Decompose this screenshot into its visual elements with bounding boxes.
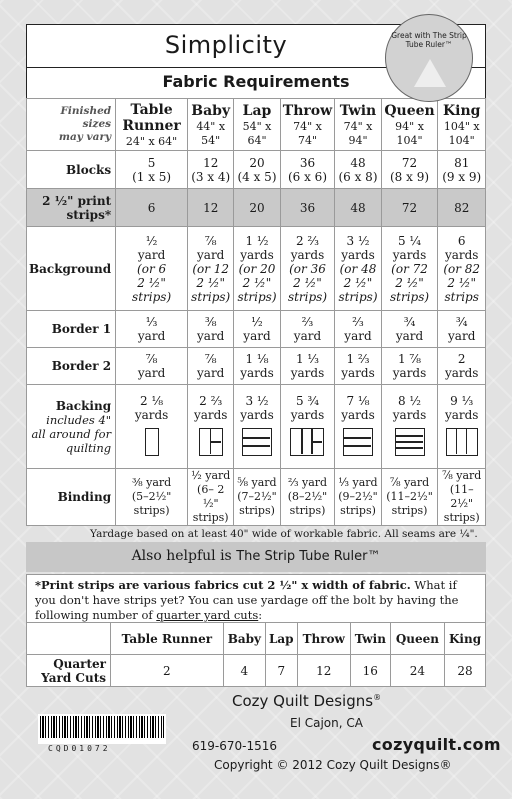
binding-cell: [280, 469, 335, 526]
b2-amount: 1 ⅞: [397, 352, 422, 366]
blocks-cell: [280, 151, 335, 189]
helpful-prefix: Also helpful is: [131, 548, 232, 564]
b2-unit: yards: [240, 366, 274, 380]
backing-seam-diagram-icon: [290, 428, 324, 456]
bg-unit: yards: [290, 247, 325, 262]
quarter-corner: [27, 623, 111, 655]
bg-alt: strips): [287, 289, 328, 304]
b1-amount: ¾: [455, 315, 468, 329]
bg-alt: strips): [191, 289, 231, 304]
quarter-col-header: Table Runner: [111, 623, 224, 655]
company-phone: 619-670-1516: [192, 739, 278, 753]
border2-cell: [188, 348, 234, 385]
quarter-row-label: Quarter Yard Cuts: [27, 655, 111, 687]
binding-tail: strips): [192, 511, 229, 524]
company-city: El Cajon, CA: [290, 716, 363, 730]
col-size: 74" x 74": [293, 119, 322, 147]
quarter-col-header: King: [445, 623, 486, 655]
bg-unit: yards: [444, 247, 479, 262]
bg-amount: ½: [145, 233, 158, 248]
border1-cell: [116, 311, 188, 348]
strips-cell: 72: [381, 189, 438, 227]
col-size: 44" x 54": [196, 119, 226, 147]
binding-amount: ⅓ yard: [338, 476, 378, 489]
company-website: cozyquilt.com: [372, 735, 501, 754]
size-note-cell: [27, 99, 116, 151]
border2-cell: [438, 348, 486, 385]
col-header: [280, 99, 335, 151]
backing-note: includes 4" all around for quilting: [31, 412, 112, 455]
copyright: Copyright © 2012 Cozy Quilt Designs®: [214, 758, 452, 772]
quarter-value: 28: [445, 655, 486, 687]
b1-unit: yard: [395, 329, 424, 343]
col-header: [335, 99, 381, 151]
backing-amount: 8 ½: [397, 394, 422, 408]
bg-amount: 6: [457, 233, 466, 248]
b2-amount: ⅞: [145, 352, 158, 366]
quarter-intro-bold: *Print strips are various fabrics cut 2 ½" x width of fabric.: [35, 578, 411, 592]
backing-amount: 2 ⅛: [140, 394, 164, 408]
barcode: [38, 714, 166, 744]
blocks-row: [27, 151, 486, 189]
backing-cell: [116, 385, 188, 469]
yardage-note: Yardage based on at least 40" wide of workable fabric. All seams are ¼".: [90, 528, 478, 540]
b1-amount: ¾: [403, 315, 416, 329]
company-name: [232, 692, 381, 710]
quarter-value: 16: [350, 655, 390, 687]
binding-cell: [438, 469, 486, 526]
bg-alt: 2 ½": [242, 275, 272, 290]
strips-cell: 12: [188, 189, 234, 227]
border2-label: Border 2: [27, 348, 116, 385]
binding-label: Binding: [27, 469, 116, 526]
backing-amount: 7 ⅛: [346, 394, 370, 408]
quarter-col-header: Lap: [265, 623, 297, 655]
binding-cell: [116, 469, 188, 526]
col-header: [438, 99, 486, 151]
binding-cell: [188, 469, 234, 526]
backing-unit: yards: [444, 408, 479, 422]
background-cell: [234, 227, 280, 311]
b2-amount: 2: [457, 352, 466, 366]
col-header: [188, 99, 234, 151]
bg-amount: 1 ½: [245, 233, 269, 248]
background-label: Background: [27, 227, 116, 311]
b1-unit: yard: [344, 329, 372, 343]
backing-unit: yards: [240, 408, 274, 422]
b2-amount: 1 ⅛: [245, 352, 269, 366]
binding-amount: ⅞ yard: [442, 469, 482, 482]
backing-amount: 5 ¾: [295, 394, 320, 408]
backing-unit: yards: [134, 408, 169, 422]
backing-label: Backing: [55, 398, 112, 413]
backing-cell: [280, 385, 335, 469]
bg-alt: (or 6: [137, 261, 167, 276]
binding-strips: (8–2½": [287, 490, 328, 503]
block-count: 5: [147, 155, 156, 170]
binding-tail: strips): [391, 504, 428, 517]
col-name: Twin: [339, 102, 377, 119]
b1-unit: yard: [243, 329, 271, 343]
blocks-label: Blocks: [27, 151, 116, 189]
binding-strips: (5–2½": [131, 490, 172, 503]
bg-alt: 2 ½": [293, 275, 322, 290]
block-grid: (6 x 8): [338, 169, 378, 184]
col-size: 24" x 64": [125, 134, 178, 148]
blocks-cell: [438, 151, 486, 189]
b1-unit: yard: [197, 329, 225, 343]
quarter-value: 7: [265, 655, 297, 687]
strips-cell: 48: [335, 189, 381, 227]
backing-seam-diagram-icon: [145, 428, 159, 456]
block-count: 72: [401, 155, 418, 170]
bg-alt: strips): [338, 289, 378, 304]
badge-text: Great with The Strip Tube Ruler™: [391, 31, 467, 49]
quarter-col-header: Baby: [223, 623, 265, 655]
binding-strips: (11–2½": [449, 483, 474, 510]
border2-cell: [234, 348, 280, 385]
binding-tail: strips): [443, 511, 480, 524]
backing-unit: yards: [341, 408, 375, 422]
backing-seam-diagram-icon: [446, 428, 478, 456]
strips-row: [27, 189, 486, 227]
quarter-value: 4: [223, 655, 265, 687]
bg-alt: (or 12: [192, 261, 230, 276]
border1-cell: [188, 311, 234, 348]
binding-amount: ½ yard: [191, 469, 231, 482]
border2-row: [27, 348, 486, 385]
bg-unit: yards: [392, 247, 427, 262]
b1-amount: ½: [251, 315, 263, 329]
blocks-cell: [335, 151, 381, 189]
quarter-header-row: [27, 623, 486, 655]
block-grid: (6 x 6): [287, 169, 327, 184]
binding-strips: (11–2½": [386, 490, 433, 503]
strips-cell: 20: [234, 189, 280, 227]
quarter-col-header: Twin: [350, 623, 390, 655]
blocks-cell: [188, 151, 234, 189]
border1-row: [27, 311, 486, 348]
size-note-line2: may vary: [58, 131, 112, 143]
binding-tail: strips): [289, 504, 326, 517]
helpful-bar: [26, 542, 486, 572]
bg-alt: (or 48: [339, 261, 377, 276]
quarter-col-header: Throw: [297, 623, 350, 655]
col-size: 54" x 64": [242, 119, 272, 147]
background-cell: [438, 227, 486, 311]
quarter-intro-link: quarter yard cuts: [156, 608, 259, 622]
bg-alt: 2 ½": [137, 275, 166, 290]
page-title: Simplicity: [164, 31, 288, 59]
col-name: King: [442, 102, 481, 119]
binding-amount: ⅜ yard: [131, 476, 172, 489]
backing-cell: [234, 385, 280, 469]
quarter-intro-rest: What if you don't have strips yet? You can use yardage off the bolt by having the following number of: [35, 578, 459, 622]
block-count: 36: [299, 155, 316, 170]
col-size: 74" x 94": [343, 119, 373, 147]
background-cell: [188, 227, 234, 311]
ruler-badge: [385, 14, 473, 102]
b1-unit: yard: [293, 329, 322, 343]
block-grid: (8 x 9): [390, 169, 430, 184]
b1-amount: ⅜: [204, 315, 217, 329]
binding-strips: (9–2½": [338, 490, 378, 503]
backing-unit: yards: [392, 408, 427, 422]
block-count: 20: [249, 155, 265, 170]
blocks-cell: [381, 151, 438, 189]
size-header-row: [27, 99, 486, 151]
quarter-intro-end: :: [258, 608, 263, 622]
b1-unit: yard: [137, 329, 166, 343]
registered-mark: ®: [373, 693, 382, 702]
col-size: 104" x 104": [443, 119, 480, 147]
col-header: [116, 99, 188, 151]
quarter-col-header: Queen: [390, 623, 444, 655]
barcode-bars: [40, 716, 164, 738]
fabric-requirements-table: [26, 98, 486, 526]
bg-amount: 5 ¼: [397, 233, 422, 248]
b2-amount: 1 ⅔: [346, 352, 370, 366]
border2-cell: [280, 348, 335, 385]
section-title: Fabric Requirements: [162, 72, 350, 91]
strips-cell: 6: [116, 189, 188, 227]
background-cell: [280, 227, 335, 311]
backing-cell: [335, 385, 381, 469]
col-header: [234, 99, 280, 151]
block-grid: (3 x 4): [191, 169, 231, 184]
size-note-line1: Finished sizes: [60, 105, 112, 130]
border1-label: Border 1: [27, 311, 116, 348]
col-size: 94" x 104": [395, 119, 424, 147]
bg-unit: yards: [341, 247, 375, 262]
bg-alt: strips: [444, 289, 479, 304]
block-count: 12: [203, 155, 219, 170]
bg-unit: yard: [137, 247, 166, 262]
b1-unit: yard: [448, 329, 476, 343]
backing-cell: [381, 385, 438, 469]
quarter-value: 24: [390, 655, 444, 687]
blocks-cell: [234, 151, 280, 189]
b1-amount: ⅓: [145, 315, 158, 329]
backing-amount: 3 ½: [245, 394, 269, 408]
blocks-cell: [116, 151, 188, 189]
binding-strips: (6– 2 ½": [197, 483, 225, 510]
border2-cell: [335, 348, 381, 385]
strips-cell: 82: [438, 189, 486, 227]
bg-alt: strips): [237, 289, 277, 304]
bg-alt: (or 82: [443, 261, 481, 276]
bg-amount: 2 ⅔: [295, 233, 320, 248]
bg-alt: (or 20: [238, 261, 276, 276]
bg-alt: (or 36: [289, 261, 326, 276]
binding-tail: strips): [239, 504, 275, 517]
binding-strips: (7–2½": [237, 490, 277, 503]
backing-seam-diagram-icon: [199, 428, 223, 456]
backing-seam-diagram-icon: [242, 428, 272, 456]
block-count: 81: [454, 155, 470, 170]
col-name: Queen: [384, 102, 435, 119]
backing-seam-diagram-icon: [343, 428, 373, 456]
backing-cell: [438, 385, 486, 469]
company-name-text: Cozy Quilt Designs: [232, 692, 374, 710]
backing-row: [27, 385, 486, 469]
b2-unit: yard: [197, 366, 225, 380]
col-header: [381, 99, 438, 151]
backing-amount: 2 ⅔: [199, 394, 223, 408]
backing-unit: yards: [290, 408, 325, 422]
bg-alt: strips): [389, 289, 430, 304]
bg-alt: 2 ½": [196, 275, 225, 290]
binding-tail: strips): [340, 504, 376, 517]
block-grid: (9 x 9): [442, 169, 482, 184]
quarter-yard-table: [26, 622, 486, 687]
border1-cell: [335, 311, 381, 348]
bg-amount: ⅞: [204, 233, 217, 248]
quarter-values-row: [27, 655, 486, 687]
binding-row: [27, 469, 486, 526]
bg-alt: (or 72: [391, 261, 428, 276]
b2-unit: yards: [444, 366, 479, 380]
col-name: Baby: [191, 102, 231, 119]
backing-unit: yards: [193, 408, 228, 422]
helpful-brand: The Strip Tube Ruler™: [236, 549, 381, 564]
border1-cell: [381, 311, 438, 348]
block-grid: (1 x 5): [132, 169, 172, 184]
background-row: [27, 227, 486, 311]
bg-unit: yards: [240, 247, 274, 262]
backing-label-cell: [27, 385, 116, 469]
b2-unit: yards: [341, 366, 375, 380]
bg-alt: 2 ½": [395, 275, 424, 290]
quarter-value: 12: [297, 655, 350, 687]
background-cell: [335, 227, 381, 311]
border1-cell: [280, 311, 335, 348]
background-cell: [381, 227, 438, 311]
strips-label: 2 ½" print strips*: [27, 189, 116, 227]
b2-unit: yard: [137, 366, 166, 380]
backing-seam-diagram-icon: [395, 428, 425, 456]
strips-cell: 36: [280, 189, 335, 227]
barcode-text: CQD01072: [48, 744, 111, 753]
bg-alt: strips): [132, 289, 172, 304]
col-name: Table Runner: [122, 101, 181, 134]
binding-amount: ⅞ yard: [389, 476, 430, 489]
backing-amount: 9 ⅓: [450, 394, 474, 408]
binding-cell: [381, 469, 438, 526]
b2-unit: yards: [290, 366, 325, 380]
binding-cell: [234, 469, 280, 526]
quarter-value: 2: [111, 655, 224, 687]
bg-amount: 3 ½: [346, 233, 370, 248]
b2-unit: yards: [392, 366, 427, 380]
binding-amount: ⅝ yard: [237, 476, 277, 489]
ruler-triangle-icon: [414, 59, 446, 87]
b2-amount: ⅞: [204, 352, 217, 366]
b1-amount: ⅔: [301, 315, 314, 329]
bg-alt: 2 ½": [447, 275, 477, 290]
col-name: Throw: [282, 102, 333, 119]
border2-cell: [381, 348, 438, 385]
border1-cell: [234, 311, 280, 348]
b1-amount: ⅔: [352, 315, 364, 329]
b2-amount: 1 ⅓: [295, 352, 320, 366]
backing-cell: [188, 385, 234, 469]
col-name: Lap: [242, 102, 272, 119]
background-cell: [116, 227, 188, 311]
quarter-intro: [27, 575, 485, 623]
border1-cell: [438, 311, 486, 348]
block-count: 48: [350, 155, 366, 170]
bg-unit: yard: [197, 247, 225, 262]
bg-alt: 2 ½": [343, 275, 373, 290]
binding-tail: strips): [133, 504, 170, 517]
binding-amount: ⅔ yard: [287, 476, 328, 489]
binding-cell: [335, 469, 381, 526]
block-grid: (4 x 5): [237, 169, 277, 184]
border2-cell: [116, 348, 188, 385]
